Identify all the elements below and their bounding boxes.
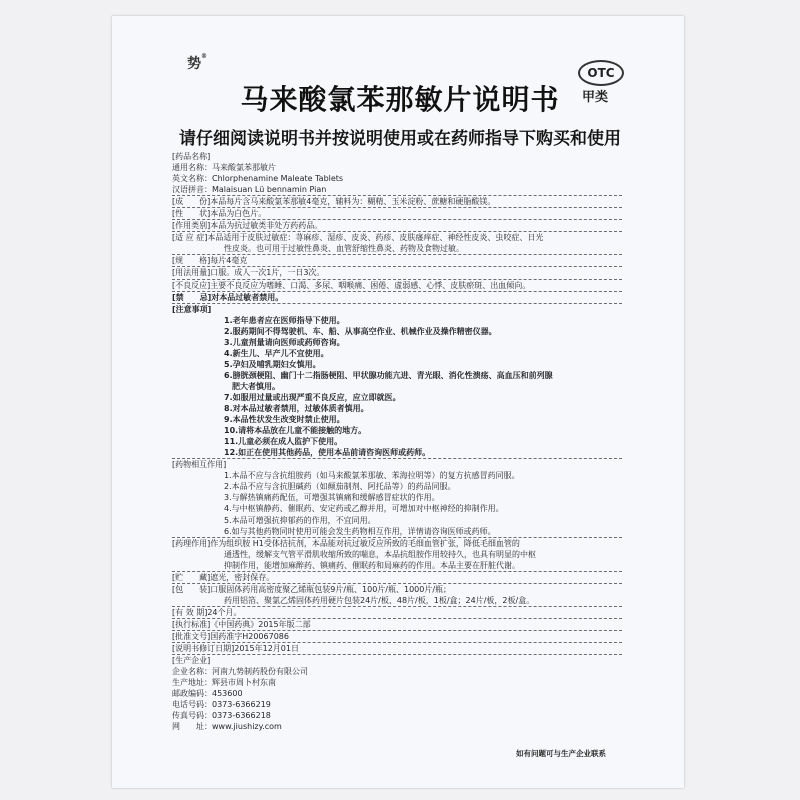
package-line-1: [包 装]口服固体药用高密度聚乙烯瓶包装9片/瓶、100片/瓶、1000片/瓶； <box>172 584 452 594</box>
pharmacology-line-3: 抑制作用，能增加麻醉药、镇痛药、催眠药和局麻药的作用。本品主要在肝脏代谢。 <box>224 560 520 570</box>
precaution-item: 10.请将本品放在儿童不能接触的地方。 <box>224 426 367 436</box>
brand-logo: 势® <box>187 53 207 72</box>
postal-code: 邮政编码：453600 <box>172 689 243 699</box>
otc-class-label: 甲类 <box>582 90 609 105</box>
precaution-item: 3.儿童剂量请向医师或药师咨询。 <box>224 337 345 347</box>
precaution-item: 8.对本品过敏者禁用，过敏体质者慎用。 <box>224 404 369 414</box>
interaction-item: 5.本品可增强抗抑郁药的作用，不宜同用。 <box>224 515 376 525</box>
pharmacology-line-2: 通透性，缓解支气管平滑肌收缩所致的喘息，本品抗组胺作用较持久，也具有明显的中枢 <box>224 549 536 559</box>
document-title: 马来酸氯苯那敏片说明书 <box>240 83 560 116</box>
leaflet-body <box>172 151 622 732</box>
package-line-2: 药用铝箔、聚氯乙烯固体药用硬片包装24片/板、48片/板，1板/盒；24片/板，2板/盒。 <box>224 595 535 605</box>
contact-note: 如有问题可与生产企业联系 <box>516 749 606 758</box>
website: 网 址：www.jiushizy.com <box>172 722 282 732</box>
specification: [规 格]每片4毫克 <box>172 256 248 266</box>
standard: [执行标准]《中国药典》2015年版二部 <box>172 619 311 629</box>
manufacturer-name: 企业名称：河南九势制药股份有限公司 <box>172 667 308 677</box>
manufacturer-heading: [生产企业] <box>172 656 211 666</box>
precaution-item: 2.服药期间不得驾驶机、车、船、从事高空作业、机械作业及操作精密仪器。 <box>224 326 497 336</box>
manufacturer-address: 生产地址：辉县市周卜村东南 <box>172 678 276 688</box>
interaction-item: 3.与解热镇痛药配伍，可增强其镇痛和缓解感冒症状的作用。 <box>224 493 440 503</box>
phone-number: 电话号码：0373-6366219 <box>172 700 271 710</box>
precaution-item: 11.儿童必须在成人监护下使用。 <box>224 437 343 447</box>
precaution-item: 9.本品性状发生改变时禁止使用。 <box>224 415 345 425</box>
usage-warning: 请仔细阅读说明书并按说明使用或在药师指导下购买和使用 <box>179 129 621 149</box>
validity: [有 效 期]24个月。 <box>172 607 242 617</box>
precaution-item: 1.老年患者应在医师指导下使用。 <box>224 315 345 325</box>
otc-badge: OTC <box>578 60 624 86</box>
precaution-item: 5.孕妇及哺乳期妇女慎用。 <box>224 359 321 369</box>
adverse-reactions: [不良反应]主要不良反应为嗜睡、口渴、多尿、咽喉痛、困倦、虚弱感、心悸、皮肤瘀斑、出血倾向。 <box>172 280 531 290</box>
precaution-item: 4.新生儿、早产儿不宜使用。 <box>224 348 329 358</box>
revision-date: [说明书修订日期]2015年12月01日 <box>172 644 299 654</box>
drug-name-heading: [药品名称] <box>172 152 211 161</box>
interactions-heading: [药物相互作用] <box>172 460 227 470</box>
contraindications: [禁 忌]对本品过敏者禁用。 <box>172 292 284 302</box>
storage: [贮 藏]遮光，密封保存。 <box>172 572 275 582</box>
interaction-item: 4.与中枢镇静药、催眠药、安定药或乙醇并用，可增加对中枢神经的抑制作用。 <box>224 504 504 514</box>
indications-line-1: [适 应 症]本品适用于皮肤过敏症：荨麻疹、湿疹、皮炎、药疹、皮肤瘙痒症、神经性皮炎、虫咬症、日光 <box>172 233 544 243</box>
precautions-heading: [注意事项] <box>172 304 212 314</box>
category: [作用类别]本品为抗过敏类非处方药药品。 <box>172 221 323 231</box>
appearance: [性 状]本品为白色片。 <box>172 209 267 219</box>
fax-number: 传真号码：0373-6366218 <box>172 711 271 721</box>
precaution-item: 6.膀胱颈梗阻、幽门十二指肠梗阻、甲状腺功能亢进、青光眼、消化性溃疡、高血压和前列腺 <box>224 370 553 380</box>
pinyin-name: 汉语拼音：Malaisuan Lü bennamin Pian <box>172 185 327 195</box>
precaution-item: 7.如服用过量或出现严重不良反应，应立即就医。 <box>224 392 401 402</box>
precaution-item: 12.如正在使用其他药品，使用本品前请咨询医师或药师。 <box>224 448 431 458</box>
precaution-item: 肥大者慎用。 <box>232 381 280 391</box>
english-name: 英文名称：Chlorphenamine Maleate Tablets <box>172 174 344 184</box>
indications-line-2: 性皮炎。也可用于过敏性鼻炎、血管舒缩性鼻炎、药物及食物过敏。 <box>224 244 464 254</box>
dosage: [用法用量]口服。成人一次1片，一日3次。 <box>172 268 325 278</box>
interaction-item: 1.本品不应与含抗组胺药（如马来酸氯苯那敏、苯海拉明等）的复方抗感冒药同服。 <box>224 471 520 481</box>
interaction-item: 2.本品不应与含抗胆碱药（如颠茄制剂、阿托品等）的药品同服。 <box>224 482 456 492</box>
pharmacology-line-1: [药理作用]作为组织胺 H1受体拮抗剂，本品能对抗过敏反应所致的毛细血管扩张，降低毛细血管的 <box>172 538 520 548</box>
composition: [成 份]本品每片含马来酸氯苯那敏4毫克，辅料为：糊精、玉米淀粉、蔗糖和硬脂酸镁。 <box>172 197 496 207</box>
generic-name: 通用名称：马来酸氯苯那敏片 <box>172 163 276 173</box>
approval-number: [批准文号]国药准字H20067086 <box>172 631 289 641</box>
interaction-item: 6.如与其他药物同时使用可能会发生药物相互作用，详情请咨询医师或药师。 <box>224 526 496 536</box>
